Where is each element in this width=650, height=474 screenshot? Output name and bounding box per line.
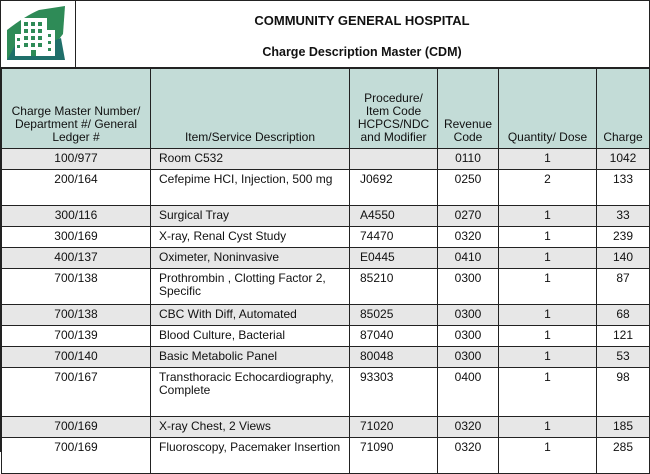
table-row [2,438,650,474]
table-row [2,326,650,347]
charge-master-number-cell: 400/137 [2,248,151,269]
table-row [2,248,650,269]
charge-master-number-cell: 700/139 [2,326,151,347]
procedure-code-cell: 87040 [350,326,438,347]
charge-master-number-cell: 100/977 [2,149,151,170]
hospital-building-icon [5,4,71,64]
charge-master-number-cell: 700/138 [2,305,151,326]
description-cell: Fluoroscopy, Pacemaker Insertion [151,438,350,474]
revenue-code-cell: 0300 [438,269,499,305]
quantity-cell: 1 [499,305,597,326]
charge-table [1,68,650,474]
quantity-cell: 1 [499,206,597,227]
quantity-cell: 1 [499,326,597,347]
description-cell: Oximeter, Noninvasive [151,248,350,269]
charge-cell: 121 [597,326,650,347]
charge-master-number-cell: 700/138 [2,269,151,305]
procedure-code-cell [350,149,438,170]
charge-master-number-cell: 300/169 [2,227,151,248]
procedure-code-cell: E0445 [350,248,438,269]
quantity-cell: 2 [499,170,597,206]
revenue-code-cell: 0320 [438,417,499,438]
charge-cell: 53 [597,347,650,368]
column-header-quantity: Quantity/ Dose [499,69,597,149]
table-row [2,170,650,206]
hospital-name: COMMUNITY GENERAL HOSPITAL [254,13,470,28]
description-cell: Surgical Tray [151,206,350,227]
column-header-procedure-code: Procedure/ Item Code HCPCS/NDC and Modifier [350,69,438,149]
column-header-revenue-code: Revenue Code [438,69,499,149]
table-row [2,305,650,326]
charge-master-number-cell: 700/167 [2,368,151,417]
charge-cell: 87 [597,269,650,305]
table-row [2,269,650,305]
charge-cell: 285 [597,438,650,474]
quantity-cell: 1 [499,438,597,474]
quantity-cell: 1 [499,417,597,438]
procedure-code-cell: 93303 [350,368,438,417]
description-cell: Room C532 [151,149,350,170]
revenue-code-cell: 0270 [438,206,499,227]
hospital-logo [1,1,76,67]
table-row [2,149,650,170]
charge-cell: 239 [597,227,650,248]
charge-master-number-cell: 700/169 [2,417,151,438]
charge-cell: 185 [597,417,650,438]
charge-cell: 133 [597,170,650,206]
quantity-cell: 1 [499,248,597,269]
revenue-code-cell: 0300 [438,305,499,326]
table-row [2,227,650,248]
table-row [2,347,650,368]
description-cell: Basic Metabolic Panel [151,347,350,368]
charge-master-number-cell: 300/116 [2,206,151,227]
procedure-code-cell: 71090 [350,438,438,474]
revenue-code-cell: 0300 [438,326,499,347]
document-title: Charge Description Master (CDM) [262,45,462,59]
procedure-code-cell: A4550 [350,206,438,227]
description-cell: Blood Culture, Bacterial [151,326,350,347]
procedure-code-cell: 85025 [350,305,438,326]
procedure-code-cell: J0692 [350,170,438,206]
charge-cell: 140 [597,248,650,269]
quantity-cell: 1 [499,227,597,248]
procedure-code-cell: 80048 [350,347,438,368]
table-row [2,368,650,417]
column-header-charge: Charge [597,69,650,149]
revenue-code-cell: 0410 [438,248,499,269]
revenue-code-cell: 0320 [438,438,499,474]
column-header-charge-master-number: Charge Master Number/ Department #/ General Ledger # [2,69,151,149]
revenue-code-cell: 0250 [438,170,499,206]
charge-cell: 68 [597,305,650,326]
document-header [1,1,649,68]
description-cell: X-ray, Renal Cyst Study [151,227,350,248]
charge-cell: 1042 [597,149,650,170]
charge-cell: 98 [597,368,650,417]
procedure-code-cell: 71020 [350,417,438,438]
revenue-code-cell: 0320 [438,227,499,248]
procedure-code-cell: 74470 [350,227,438,248]
column-header-description: Item/Service Description [151,69,350,149]
revenue-code-cell: 0400 [438,368,499,417]
charge-master-number-cell: 200/164 [2,170,151,206]
quantity-cell: 1 [499,149,597,170]
description-cell: Prothrombin , Clotting Factor 2, Specific [151,269,350,305]
charge-master-number-cell: 700/169 [2,438,151,474]
description-cell: X-ray Chest, 2 Views [151,417,350,438]
revenue-code-cell: 0300 [438,347,499,368]
procedure-code-cell: 85210 [350,269,438,305]
charge-master-number-cell: 700/140 [2,347,151,368]
revenue-code-cell: 0110 [438,149,499,170]
description-cell: Cefepime HCI, Injection, 500 mg [151,170,350,206]
description-cell: CBC With Diff, Automated [151,305,350,326]
table-row [2,417,650,438]
description-cell: Transthoracic Echocardiography, Complete [151,368,350,417]
table-header-row [2,69,650,149]
quantity-cell: 1 [499,269,597,305]
table-row [2,206,650,227]
charge-cell: 33 [597,206,650,227]
quantity-cell: 1 [499,368,597,417]
quantity-cell: 1 [499,347,597,368]
